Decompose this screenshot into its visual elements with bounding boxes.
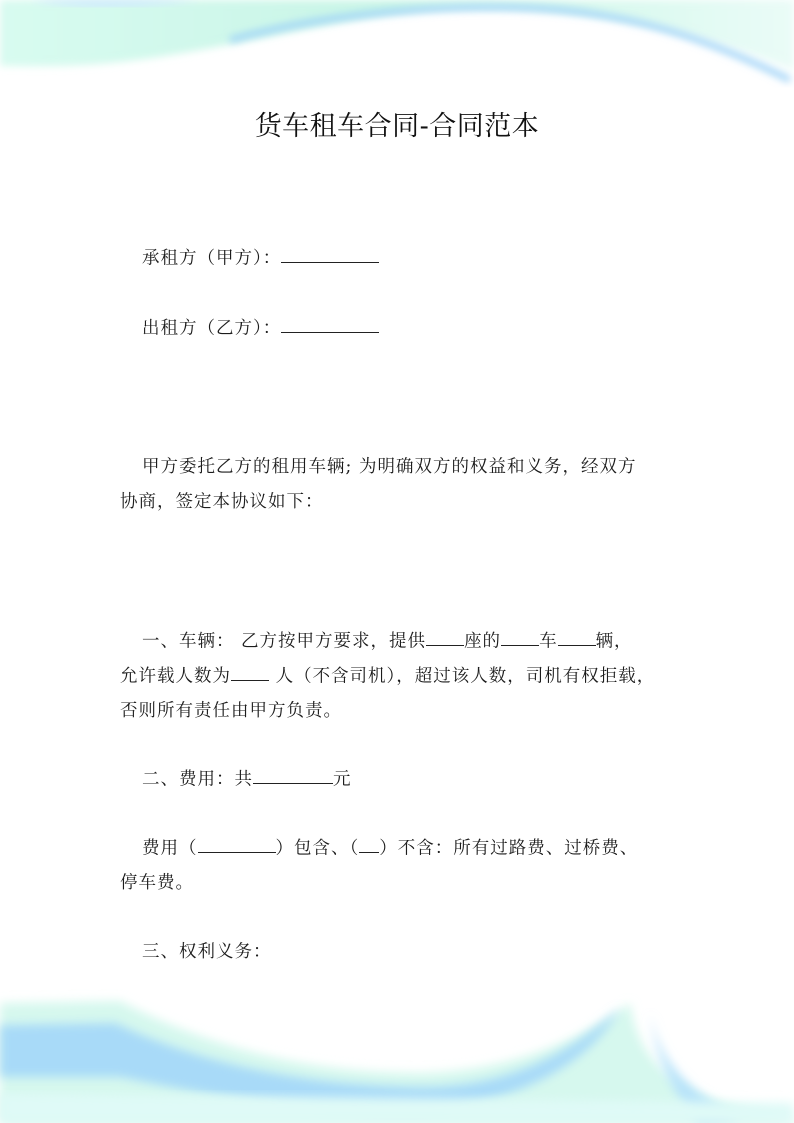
- fees-text: ）不含：所有过路费、过桥费、: [379, 838, 639, 859]
- fees-line-1: [142, 834, 638, 859]
- section3-heading: 三、权利义务：: [142, 942, 272, 962]
- fees-excluded-blank[interactable]: [359, 834, 379, 853]
- fees-text: ）包含、（: [275, 838, 360, 859]
- section2-text: 二、费用：共: [142, 769, 253, 790]
- section1-text: 允许载人数为: [120, 666, 231, 687]
- section1-text: 辆，: [595, 631, 633, 652]
- passenger-limit-blank[interactable]: [231, 662, 269, 681]
- section2-heading: [142, 765, 352, 790]
- section1-text: 座的: [464, 631, 502, 652]
- vehicle-count-blank[interactable]: [558, 627, 596, 646]
- section1-text: 人（不含司机），超过该人数，司机有权拒载，: [269, 666, 656, 687]
- section2-text: 元: [333, 769, 352, 790]
- seats-blank[interactable]: [426, 627, 464, 646]
- lessee-blank[interactable]: [281, 244, 379, 263]
- lessor-blank[interactable]: [281, 314, 379, 333]
- lessee-label: 承租方（甲方）：: [142, 248, 282, 269]
- lessee-line: [142, 244, 379, 269]
- fees-line-2: 停车费。: [120, 873, 194, 893]
- section1-line-1: [142, 627, 633, 652]
- section1-text: 一、车辆： 乙方按甲方要求，提供: [142, 631, 427, 652]
- vehicle-type-blank[interactable]: [501, 627, 539, 646]
- lessor-label: 出租方（乙方）：: [142, 318, 282, 339]
- fees-text: 费用（: [142, 838, 198, 859]
- section1-text: 车: [539, 631, 558, 652]
- preamble-line-1: 甲方委托乙方的租用车辆; 为明确双方的权益和义务，经双方: [142, 457, 637, 477]
- fees-included-blank[interactable]: [198, 834, 276, 853]
- preamble-line-2: 协商，签定本协议如下：: [120, 492, 324, 512]
- section1-line-2: [120, 662, 655, 687]
- section1-line-3: 否则所有责任由甲方负责。: [120, 701, 342, 721]
- total-fee-blank[interactable]: [253, 765, 333, 784]
- lessor-line: [142, 314, 379, 339]
- document-title: 货车租车合同-合同范本: [254, 111, 540, 142]
